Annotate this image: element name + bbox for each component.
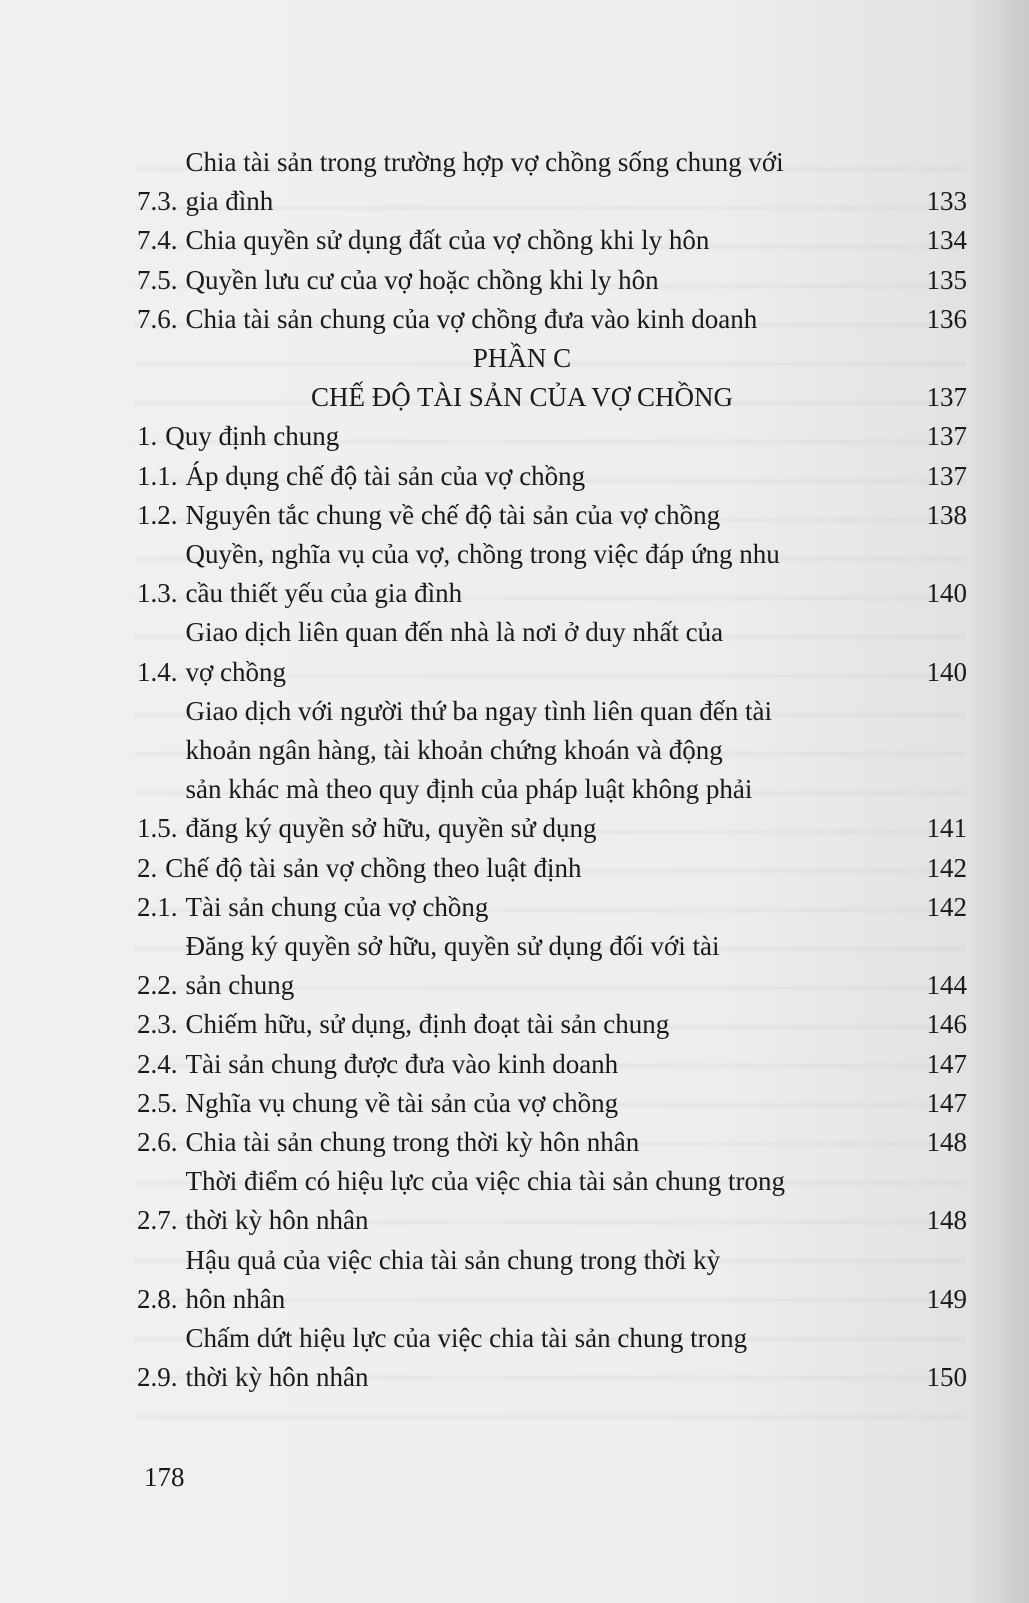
part-page-number: 137 (926, 382, 967, 413)
toc-entry-page: 135 (926, 264, 967, 295)
toc-entry (137, 457, 967, 496)
toc-entry-page: 150 (926, 1362, 967, 1393)
toc-entry (137, 1162, 967, 1240)
toc-entry-title (178, 1241, 908, 1319)
toc-entry-number: 1.5. (137, 813, 178, 844)
toc-entry-number: 1.4. (137, 656, 178, 687)
toc-entry (137, 613, 967, 691)
toc-entry-title-line: Đăng ký quyền sở hữu, quyền sử dụng đối với tài (185, 931, 720, 962)
toc-entry-title-line: Chia tài sản trong trường hợp vợ chồng sống chung với (185, 147, 784, 177)
toc-entry-title (178, 1123, 908, 1162)
toc-entry-page: 142 (926, 891, 967, 922)
toc-entry-title-line: Tài sản chung của vợ chồng (185, 891, 489, 922)
toc-entry-title (178, 143, 908, 221)
toc-entry-page: 140 (926, 578, 967, 609)
toc-entry-title (178, 457, 908, 496)
toc-entry-title-line: Chia quyền sử dụng đất của vợ chồng khi ly hôn (185, 225, 710, 256)
toc-entry (137, 888, 967, 927)
toc-entry (137, 849, 967, 888)
toc-entry-title-line: Quy định chung (165, 421, 340, 452)
toc-entry-page: 148 (926, 1127, 967, 1158)
toc-entry-title-line: Quyền lưu cư của vợ hoặc chồng khi ly hôn (185, 264, 659, 295)
toc-entry-title-line: Nguyên tắc chung về chế độ tài sản của vợ chồng (185, 499, 721, 530)
toc-entry-title-line: vợ chồng (185, 656, 287, 687)
toc-entry-number: 2. (137, 852, 158, 883)
toc-entry-page: 136 (926, 303, 967, 334)
toc-entry-title-line: thời kỳ hôn nhân (185, 1362, 369, 1393)
toc-entry-title (178, 613, 908, 691)
toc-entry-number: 2.4. (137, 1048, 178, 1079)
page-number-footer: 178 (144, 1462, 185, 1492)
toc-entry-title (178, 1084, 908, 1123)
part-title: CHẾ ĐỘ TÀI SẢN CỦA VỢ CHỒNG (310, 382, 734, 413)
toc-entry-title-line: cầu thiết yếu của gia đình (185, 578, 463, 609)
toc-entry-title (178, 927, 908, 1005)
toc-entry-page: 134 (926, 225, 967, 256)
toc-entry-title (157, 417, 907, 456)
toc-entry (137, 261, 967, 300)
toc-entry-title-line: Tài sản chung được đưa vào kinh doanh (185, 1048, 619, 1079)
toc-entry-title-line: Giao dịch liên quan đến nhà là nơi ở duy nhất của (185, 617, 724, 648)
toc-entry-title-line: gia đình (185, 186, 274, 217)
toc-entry (137, 927, 967, 1005)
toc-entry-title (178, 888, 908, 927)
toc-entry-title-line: Áp dụng chế độ tài sản của vợ chồng (185, 460, 586, 491)
toc-entry-title-line: Chấm dứt hiệu lực của việc chia tài sản chung trong (185, 1323, 748, 1354)
toc-entry-title (178, 535, 908, 613)
toc-entry-title-line: sản khác mà theo quy định của pháp luật không phải (185, 774, 753, 805)
toc-entry (137, 1319, 967, 1397)
toc-entry-number: 2.7. (137, 1205, 178, 1236)
toc-entry-page: 146 (926, 1009, 967, 1040)
toc-entry-page: 141 (926, 813, 967, 844)
toc-entry-title-line: Chiếm hữu, sử dụng, định đoạt tài sản chung (185, 1009, 670, 1040)
toc-entry-number: 7.3. (137, 186, 178, 217)
toc-entry (137, 417, 967, 456)
toc-entry-page: 142 (926, 852, 967, 883)
toc-entry-page: 140 (926, 656, 967, 687)
toc-entry-title (157, 849, 907, 888)
toc-entry-number: 2.6. (137, 1127, 178, 1158)
toc-entry (137, 143, 967, 221)
toc-entry-title (178, 496, 908, 535)
toc-entry-number: 2.3. (137, 1009, 178, 1040)
toc-entry (137, 496, 967, 535)
toc-entry-title (178, 1319, 908, 1397)
toc-entry-number: 1.1. (137, 460, 178, 491)
toc-entries-part-b-end (137, 143, 967, 339)
toc-entry-title (178, 1162, 908, 1240)
toc-entries-part-c (137, 417, 967, 1397)
toc-entry-title (178, 221, 908, 260)
toc-entry-title (178, 300, 908, 339)
toc-entry (137, 1084, 967, 1123)
toc-entry (137, 1005, 967, 1044)
toc-entry-page: 144 (926, 970, 967, 1001)
toc-entry-title-line: Nghĩa vụ chung về tài sản của vợ chồng (185, 1087, 619, 1118)
toc-entry-page: 148 (926, 1205, 967, 1236)
toc-entry-title-line: đăng ký quyền sở hữu, quyền sử dụng (185, 813, 597, 844)
toc-entry (137, 1241, 967, 1319)
toc-entry-page: 138 (926, 499, 967, 530)
toc-entry (137, 535, 967, 613)
toc-entry-page: 147 (926, 1087, 967, 1118)
toc-entry (137, 221, 967, 260)
part-heading: PHẦN C (472, 343, 572, 374)
toc-entry-number: 7.5. (137, 264, 178, 295)
toc-entry-page: 133 (926, 186, 967, 217)
toc-entry (137, 1123, 967, 1162)
toc-entry-page: 149 (926, 1283, 967, 1314)
toc-entry-title (178, 1005, 908, 1044)
toc-entry-title-line: Hậu quả của việc chia tài sản chung trong thời kỳ (185, 1244, 721, 1275)
toc-entry (137, 692, 967, 849)
toc-entry-number: 2.8. (137, 1283, 178, 1314)
toc-entry-title-line: Quyền, nghĩa vụ của vợ, chồng trong việc đáp ứng nhu (185, 539, 780, 570)
table-of-contents (137, 143, 967, 1398)
toc-entry-number: 1. (137, 421, 158, 452)
toc-entry-number: 2.9. (137, 1362, 178, 1393)
toc-entry (137, 1045, 967, 1084)
toc-entry-number: 2.2. (137, 970, 178, 1001)
toc-entry-title-line: hôn nhân (185, 1283, 286, 1314)
toc-entry-title-line: thời kỳ hôn nhân (185, 1205, 369, 1236)
toc-entry-title-line: Chế độ tài sản vợ chồng theo luật định (165, 852, 582, 883)
toc-entry (137, 300, 967, 339)
toc-entry-page: 137 (926, 460, 967, 491)
toc-entry-number: 7.6. (137, 303, 178, 334)
toc-entry-title-line: Chia tài sản chung của vợ chồng đưa vào kinh doanh (185, 303, 758, 334)
toc-entry-number: 7.4. (137, 225, 178, 256)
toc-entry-title (178, 692, 908, 849)
toc-entry-number: 1.2. (137, 499, 178, 530)
toc-entry-title-line: khoản ngân hàng, tài khoản chứng khoán và động (185, 735, 723, 766)
toc-entry-title-line: Chia tài sản chung trong thời kỳ hôn nhân (185, 1127, 640, 1158)
toc-entry-title (178, 261, 908, 300)
toc-entry-title (178, 1045, 908, 1084)
toc-entry-title-line: Giao dịch với người thứ ba ngay tình liên quan đến tài (185, 695, 772, 726)
toc-entry-number: 1.3. (137, 578, 178, 609)
toc-entry-title-line: sản chung (185, 970, 295, 1001)
toc-entry-number: 2.1. (137, 891, 178, 922)
toc-entry-page: 147 (926, 1048, 967, 1079)
toc-entry-number: 2.5. (137, 1087, 178, 1118)
toc-entry-title-line: Thời điểm có hiệu lực của việc chia tài sản chung trong (185, 1166, 785, 1197)
part-title-row (137, 378, 967, 417)
toc-entry-page: 137 (926, 421, 967, 452)
